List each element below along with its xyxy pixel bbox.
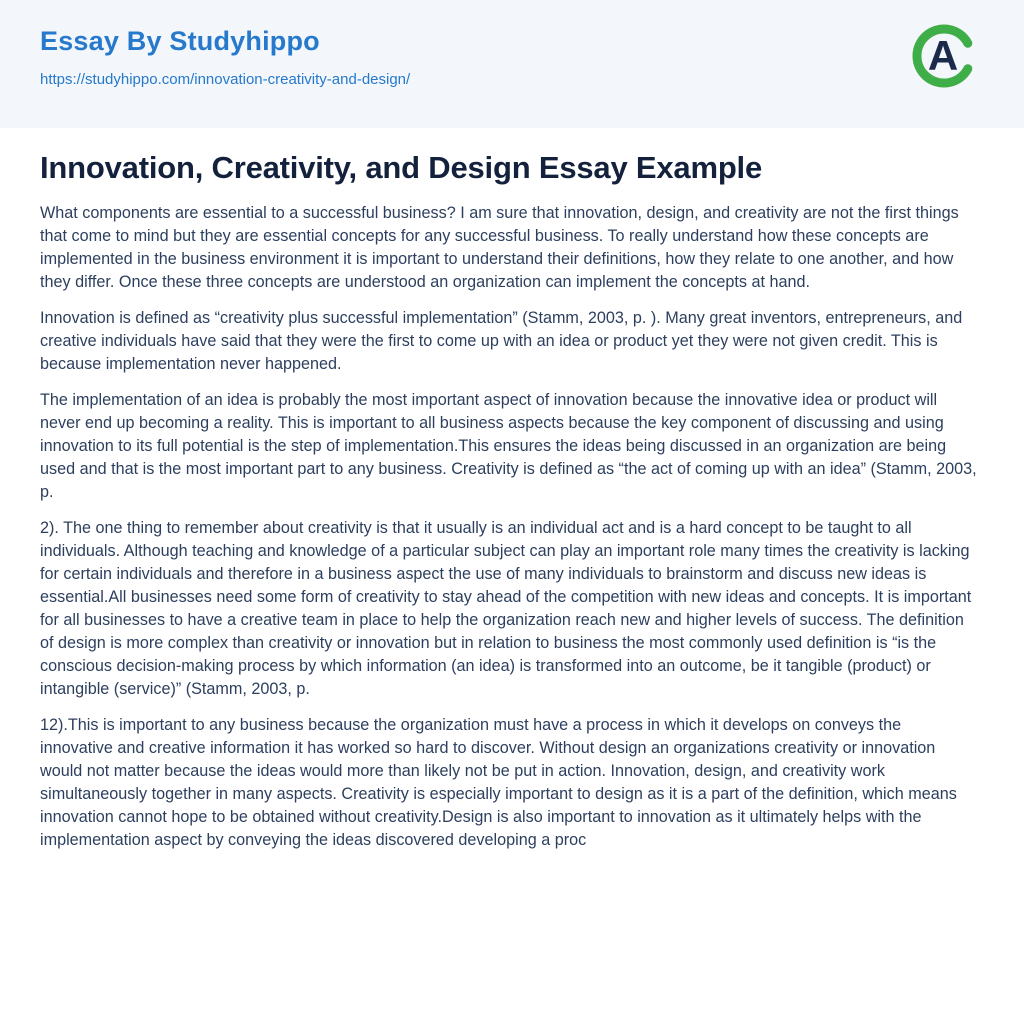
essay-paragraph: 2). The one thing to remember about creativity is that it usually is an individual act and is a hard concept to be taught to all individuals. Although teaching and knowledge of a particular subject can play an important role many times the creativity is lacking for certain individuals and therefore in a business aspect the use of many individuals to brainstorm and discuss new ideas is essential.All businesses need some form of creativity to stay ahead of the competition with new ideas and concepts. It is important for all businesses to have a creative team in place to help the organization reach new and higher levels of success. The definition of design is more complex than creativity or innovation but in relation to business the most commonly used definition is “is the conscious decision-making process by which information (an idea) is transformed into an outcome, be it tangible (product) or intangible (service)” (Stamm, 2003, p. bbox=[40, 519, 972, 698]
page-header bbox=[0, 0, 1024, 128]
essay-paragraph: What components are essential to a successful business? I am sure that innovation, design, and creativity are not the first things that come to mind but they are essential concepts for any successful business. To really understand how these concepts are implemented in the business environment it is important to understand their definitions, how they relate to one another, and how they differ. Once these three concepts are understood an organization can implement the concepts at hand. bbox=[40, 204, 959, 291]
studyhippo-logo bbox=[908, 20, 980, 92]
essay-paragraph: Innovation is defined as “creativity plus successful implementation” (Stamm, 2003, p. ). Many great inventors, entrepreneurs, and creative individuals have said that they were the first to come up with an idea or product yet they were not given credit. This is because implementation never happened. bbox=[40, 309, 963, 373]
site-title: Essay By Studyhippo bbox=[40, 26, 320, 56]
logo-letter: A bbox=[927, 32, 959, 79]
header-text-block bbox=[40, 26, 410, 89]
essay-paragraph: 12).This is important to any business because the organization must have a process in which it develops on conveys the innovative and creative information it has worked so hard to discover. Without design an organizations creativity or innovation would not matter because the ideas would more than likely not be put in action. Innovation, design, and creativity work simultaneously together in many aspects. Creativity is especially important to design as it is a part of the definition, which means innovation cannot hope to be obtained without creativity.Design is also important to innovation as it ultimately helps with the implementation aspect by conveying the ideas discovered developing a proc bbox=[40, 716, 957, 849]
studyhippo-a-ring-icon bbox=[908, 20, 980, 92]
essay-content bbox=[0, 128, 1024, 852]
essay-title: Innovation, Creativity, and Design Essay Example bbox=[40, 150, 763, 185]
essay-source-url-link[interactable]: https://studyhippo.com/innovation-creativity-and-design/ bbox=[40, 71, 411, 88]
essay-body bbox=[40, 202, 978, 852]
essay-paragraph: The implementation of an idea is probably the most important aspect of innovation because the innovative idea or product will never end up becoming a reality. This is important to all business aspects because the key component of discussing and using innovation to its full potential is the step of implementation.This ensures the ideas being discussed in an organization are being used and that is the most important part to any business. Creativity is defined as “the act of coming up with an idea” (Stamm, 2003, p. bbox=[40, 391, 977, 501]
